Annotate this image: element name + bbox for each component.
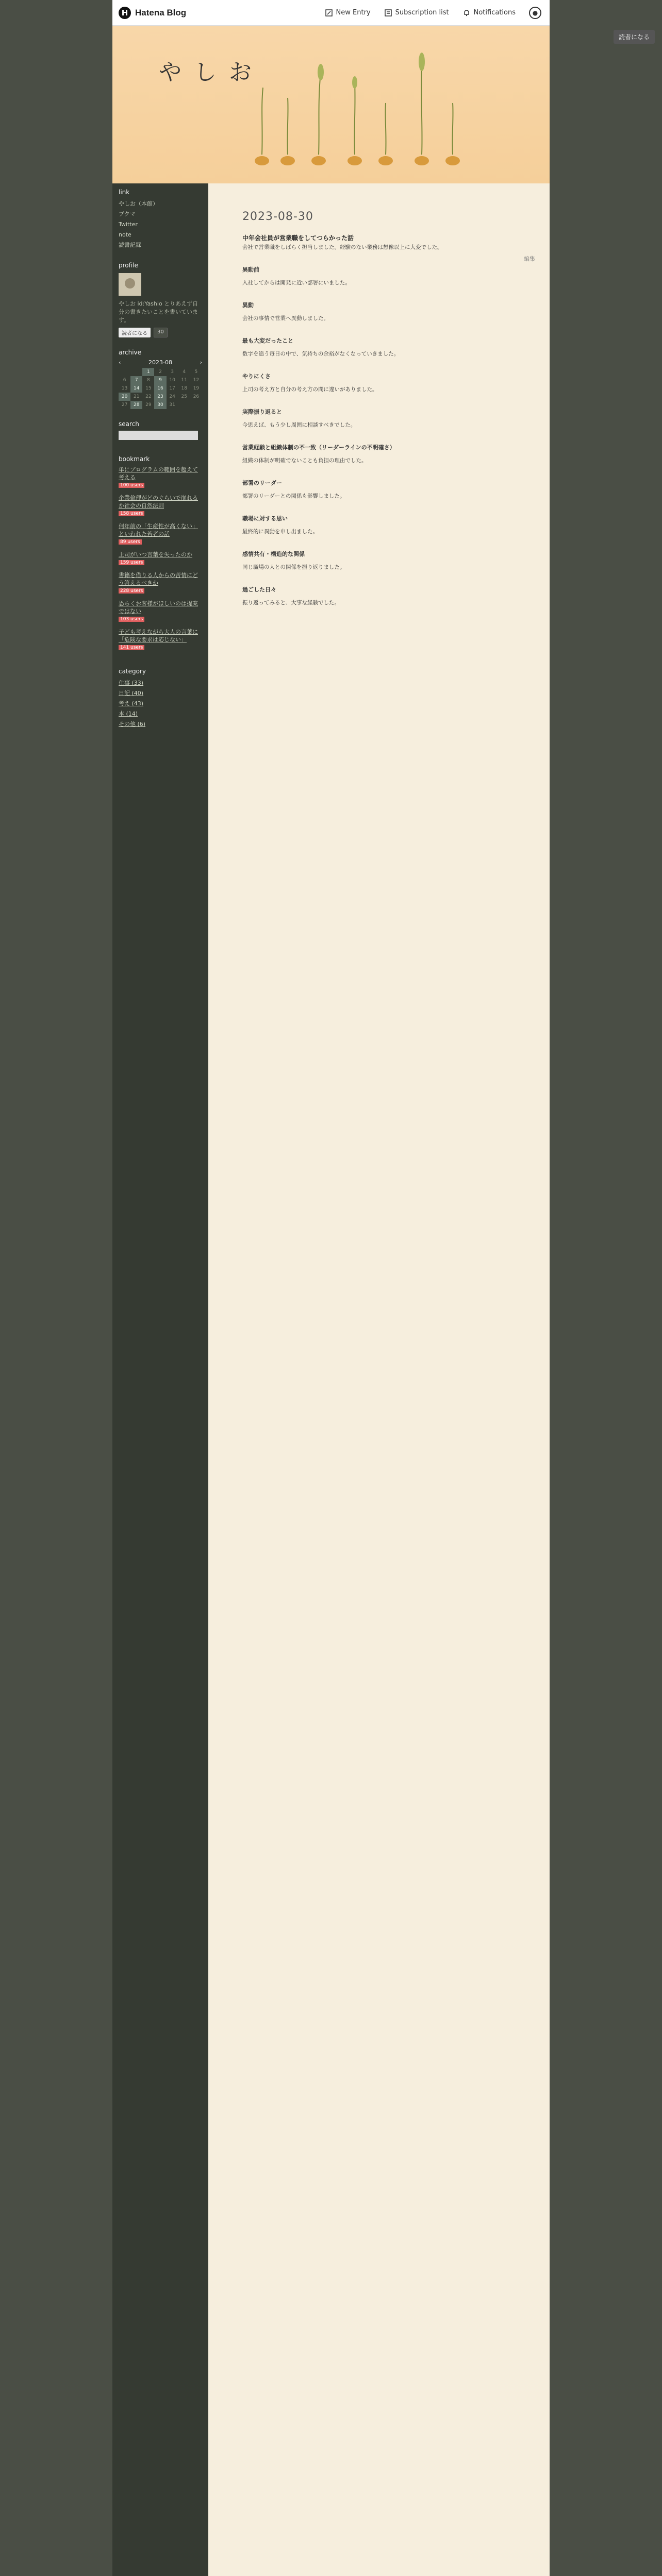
calendar-day[interactable]: 13 xyxy=(121,386,128,391)
calendar-day xyxy=(119,368,130,376)
sidebar-link-honkan[interactable]: やしお（本館） xyxy=(119,200,158,207)
bookmark-item[interactable] xyxy=(119,600,202,622)
calendar-day[interactable]: 16 xyxy=(154,384,166,393)
global-header xyxy=(112,0,550,26)
banner-plants-illustration xyxy=(112,26,550,183)
read-button[interactable]: 読者になる xyxy=(614,30,655,44)
follow-row xyxy=(119,328,202,337)
subscription-list-link[interactable] xyxy=(384,9,449,17)
calendar-day[interactable]: 1 xyxy=(142,368,154,376)
bookmark-title[interactable]: 子ども考えながら大人の言葉に「危険な要求は応じない」 xyxy=(119,629,198,643)
calendar-day[interactable]: 6 xyxy=(123,378,126,383)
calendar-day[interactable]: 26 xyxy=(193,394,200,399)
section-paragraph: 部署のリーダーとの関係も影響しました。 xyxy=(242,493,345,499)
category-link[interactable]: 本 (14) xyxy=(119,710,138,717)
bookmark-heading: bookmark xyxy=(119,455,150,463)
bookmark-item[interactable] xyxy=(119,466,202,488)
section-heading: やりにくさ xyxy=(242,373,271,380)
user-icon[interactable]: ● xyxy=(529,7,541,19)
section-paragraph: 最終的に異動を申し出ました。 xyxy=(242,529,318,535)
archive-heading: archive xyxy=(119,349,142,356)
hatena-logo-text: Hatena Blog xyxy=(135,7,187,18)
blog-banner xyxy=(112,26,550,183)
sidebar xyxy=(112,183,208,2576)
section-heading: 異動 xyxy=(242,302,254,309)
sidebar-archive xyxy=(112,344,208,415)
calendar-day[interactable]: 28 xyxy=(130,401,142,409)
bookmark-users-badge[interactable]: 158 users xyxy=(119,511,144,516)
bell-icon xyxy=(462,9,471,17)
avatar[interactable] xyxy=(119,273,141,296)
edit-link[interactable]: 編集 xyxy=(524,256,535,262)
calendar-day[interactable]: 25 xyxy=(181,394,187,399)
bookmark-title[interactable]: 何年前の「生産性が高くない」といわれた若者の話 xyxy=(119,523,198,537)
notifications-link[interactable] xyxy=(462,9,516,17)
calendar-next-icon[interactable]: › xyxy=(200,359,202,366)
bookmark-users-badge[interactable]: 159 users xyxy=(119,560,144,565)
follow-button[interactable]: 読者になる xyxy=(119,328,151,337)
calendar-day[interactable]: 15 xyxy=(145,386,152,391)
calendar-prev-icon[interactable]: ‹ xyxy=(119,359,121,366)
calendar-day xyxy=(178,401,190,409)
sidebar-profile xyxy=(112,257,208,344)
calendar-day[interactable]: 18 xyxy=(181,386,187,391)
category-link[interactable]: その他 (6) xyxy=(119,721,146,727)
bookmark-item[interactable] xyxy=(119,551,202,565)
section-heading: 実際振り返ると xyxy=(242,409,282,415)
search-heading: search xyxy=(119,420,139,428)
calendar-day[interactable]: 3 xyxy=(171,369,174,375)
section-paragraph: 数字を追う毎日の中で、気持ちの余裕がなくなっていきました。 xyxy=(242,351,400,357)
new-entry-label: New Entry xyxy=(336,9,371,16)
section-paragraph: 上司の考え方と自分の考え方の間に違いがありました。 xyxy=(242,386,378,393)
bookmark-users-badge[interactable]: 89 users xyxy=(119,539,142,545)
bookmark-users-badge[interactable]: 228 users xyxy=(119,588,144,594)
sidebar-link-note[interactable]: note xyxy=(119,231,131,238)
section-paragraph: 会社で営業職をしばらく担当しました。経験のない業務は想像以上に大変でした。 xyxy=(242,244,443,250)
post-date[interactable]: 2023-08-30 xyxy=(242,210,313,223)
calendar-day[interactable]: 10 xyxy=(169,378,175,383)
calendar-day[interactable]: 8 xyxy=(146,378,150,383)
hatena-logo-icon: H xyxy=(119,7,131,19)
section-paragraph: 振り返ってみると、大事な経験でした。 xyxy=(242,600,340,606)
calendar-day[interactable]: 7 xyxy=(130,376,142,384)
calendar-day[interactable]: 11 xyxy=(181,378,187,383)
calendar-day[interactable]: 21 xyxy=(133,394,140,399)
calendar-day[interactable]: 29 xyxy=(145,402,152,408)
bookmark-title[interactable]: 単にプログラムの範囲を超えて考える xyxy=(119,466,198,481)
calendar-month: 2023-08 xyxy=(148,359,172,366)
calendar-day[interactable]: 30 xyxy=(154,401,166,409)
bookmark-title[interactable]: 企業倫理がどのぐらいで崩れるか社会の自然法則 xyxy=(119,495,198,509)
notifications-label: Notifications xyxy=(473,9,516,16)
profile-description: やしお id:Yashio とりあえず自分の書きたいことを書いています。 xyxy=(119,300,198,324)
section-heading: 部署のリーダー xyxy=(242,480,282,486)
blog-post xyxy=(208,210,550,608)
calendar-day[interactable]: 22 xyxy=(145,394,152,399)
calendar-day[interactable]: 20 xyxy=(119,393,130,401)
calendar-day[interactable]: 17 xyxy=(169,386,175,391)
category-link[interactable]: 日記 (40) xyxy=(119,690,144,697)
section-paragraph: 入社してからは開発に近い部署にいました。 xyxy=(242,280,351,286)
section-heading: 感情共有・構造的な関係 xyxy=(242,551,305,557)
sidebar-search xyxy=(112,415,208,450)
category-link[interactable]: 仕事 (33) xyxy=(119,680,144,686)
links-heading: link xyxy=(119,189,130,196)
bookmark-item[interactable] xyxy=(119,571,202,594)
bookmark-title[interactable]: 上司がいつ言葉を失ったのか xyxy=(119,551,192,558)
bookmark-title[interactable]: 書籍を借りる人からの苦情にどう答えるべきか xyxy=(119,572,198,586)
header-nav xyxy=(325,7,541,19)
sidebar-link-reading[interactable]: 読書記録 xyxy=(119,242,141,248)
calendar-day[interactable]: 27 xyxy=(121,402,128,408)
category-heading: category xyxy=(119,668,146,675)
sidebar-link-bookmark[interactable]: ブクマ xyxy=(119,211,136,217)
section-paragraph: 会社の事情で営業へ異動しました。 xyxy=(242,315,329,321)
calendar-day[interactable]: 2 xyxy=(159,369,162,375)
sidebar-bookmarks xyxy=(112,450,208,663)
new-entry-link[interactable] xyxy=(325,9,371,17)
section-heading: 過ごした日々 xyxy=(242,586,276,593)
calendar-day[interactable]: 14 xyxy=(130,384,142,393)
bookmark-item[interactable] xyxy=(119,628,202,650)
calendar-day[interactable]: 12 xyxy=(193,378,200,383)
calendar-day[interactable]: 9 xyxy=(154,376,166,384)
category-link[interactable]: 考え (43) xyxy=(119,700,144,707)
subscription-list-label: Subscription list xyxy=(395,9,449,16)
calendar-day xyxy=(190,401,202,409)
calendar-day[interactable]: 19 xyxy=(193,386,200,391)
bookmark-users-badge[interactable]: 100 users xyxy=(119,483,144,488)
search-input[interactable] xyxy=(119,431,198,440)
section-heading: 異動前 xyxy=(242,266,259,273)
post-title[interactable]: 中年会社員が営業職をしてつらかった話 xyxy=(242,234,354,242)
list-icon xyxy=(384,9,392,17)
bookmark-item[interactable] xyxy=(119,522,202,545)
calendar-day[interactable]: 23 xyxy=(154,393,166,401)
calendar-day[interactable]: 31 xyxy=(169,402,175,408)
bookmark-users-badge[interactable]: 103 users xyxy=(119,617,144,622)
section-paragraph: 組織の体制が明確でないことも負担の理由でした。 xyxy=(242,457,367,464)
main-content xyxy=(208,183,550,2576)
section-paragraph: 同じ職場の人との関係を振り返りました。 xyxy=(242,564,345,570)
follow-count: 30 xyxy=(154,328,168,337)
section-heading: 営業経験と組織体制の不一致（リーダーラインの不明確さ） xyxy=(242,444,395,451)
calendar-table xyxy=(119,368,202,409)
sidebar-categories xyxy=(112,663,208,736)
post-body xyxy=(242,242,535,608)
section-heading: 職場に対する思い xyxy=(242,515,288,522)
section-heading: 最も大変だったこと xyxy=(242,337,293,344)
section-paragraph: 今思えば、もう少し周囲に相談すべきでした。 xyxy=(242,422,356,428)
edit-icon xyxy=(325,9,333,17)
blog-title[interactable]: やしお xyxy=(159,59,264,86)
calendar-day xyxy=(130,368,142,376)
calendar-day[interactable]: 24 xyxy=(169,394,175,399)
calendar-day[interactable]: 5 xyxy=(194,369,198,375)
sidebar-link-twitter[interactable]: Twitter xyxy=(119,221,138,228)
bookmark-users-badge[interactable]: 141 users xyxy=(119,645,144,650)
sidebar-links xyxy=(112,183,208,257)
bookmark-item[interactable] xyxy=(119,494,202,516)
calendar-day[interactable]: 4 xyxy=(183,369,186,375)
profile-heading: profile xyxy=(119,262,138,269)
hatena-logo[interactable] xyxy=(119,7,186,19)
calendar-header xyxy=(119,359,202,366)
bookmark-title[interactable]: 恐らくお客様がほしいのは提案ではない xyxy=(119,600,198,615)
